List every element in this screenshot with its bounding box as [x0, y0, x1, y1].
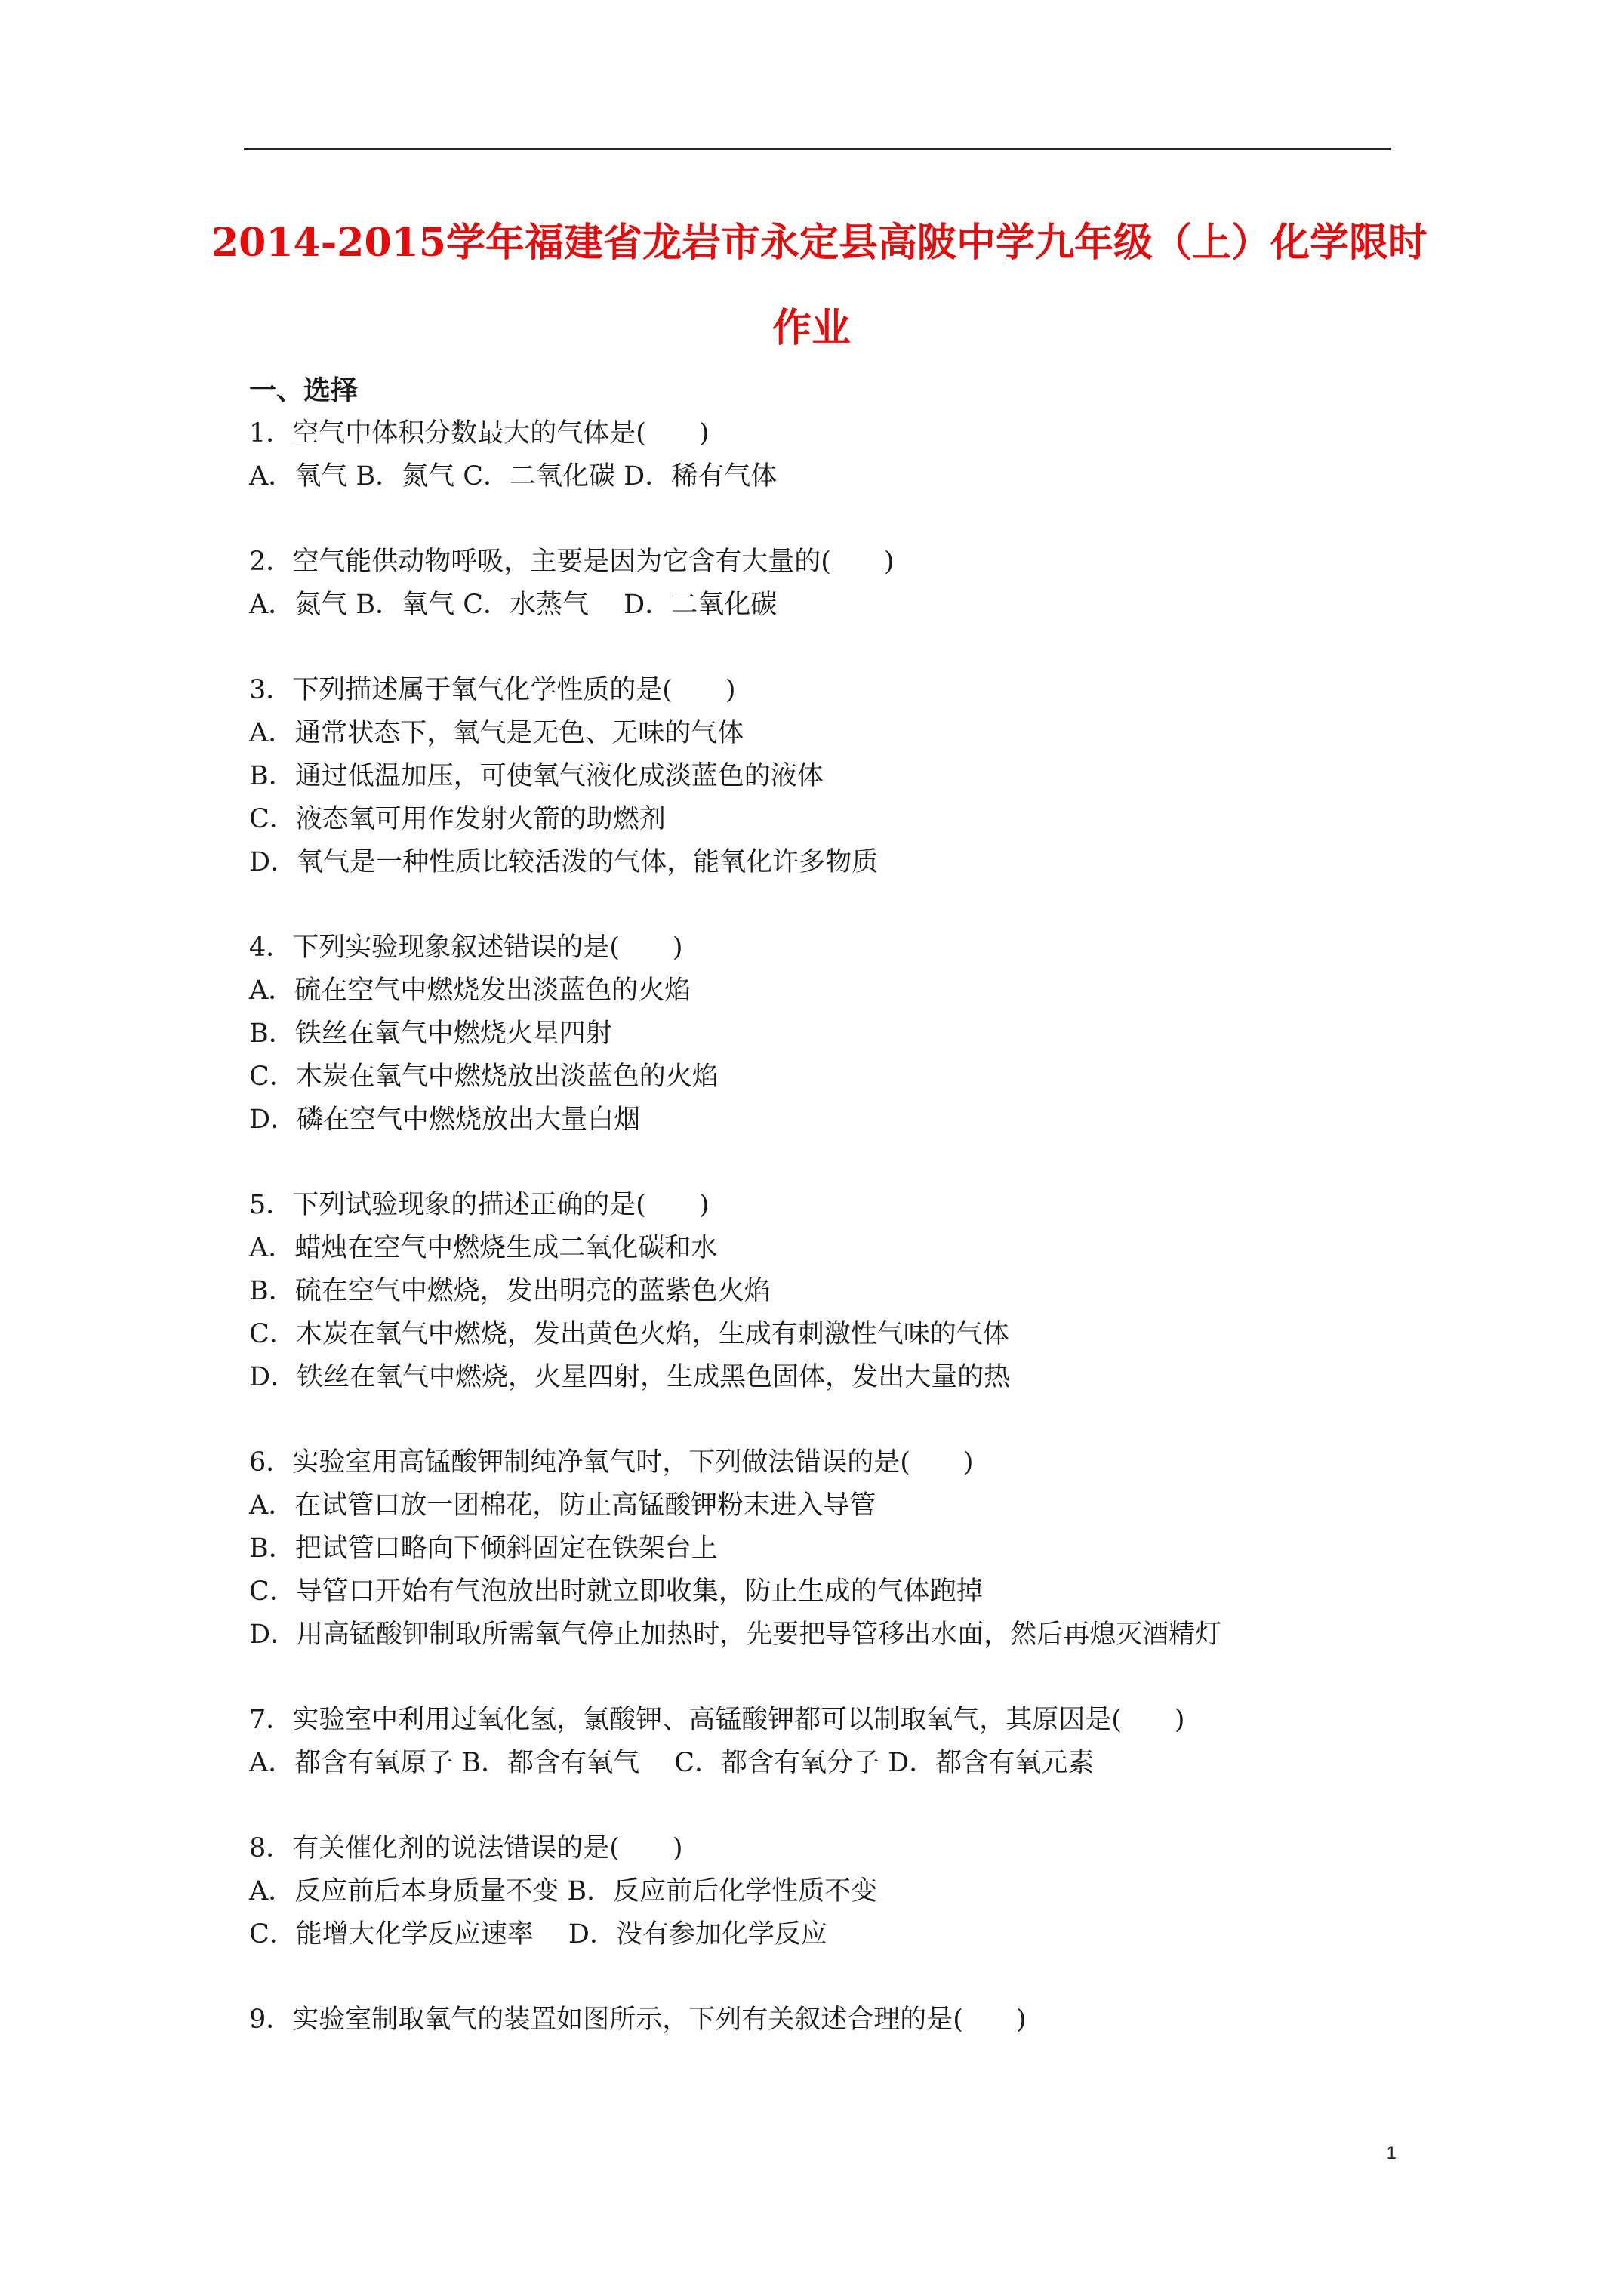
answer-option: C．能增大化学反应速率 D．没有参加化学反应 — [249, 1919, 827, 1949]
question-stem: 1．空气中体积分数最大的气体是( ) — [249, 418, 710, 448]
question-stem: 8．有关催化剂的说法错误的是( ) — [249, 1833, 683, 1863]
question-stem: 4．下列实验现象叙述错误的是( ) — [249, 932, 683, 963]
answer-option: C．木炭在氧气中燃烧放出淡蓝色的火焰 — [249, 1062, 719, 1092]
answer-option: A．在试管口放一团棉花，防止高锰酸钾粉末进入导管 — [249, 1490, 876, 1521]
answer-option: B．把试管口略向下倾斜固定在铁架台上 — [249, 1533, 718, 1564]
question-1 — [249, 412, 1404, 498]
question-list — [249, 412, 1404, 2084]
question-stem: 3．下列描述属于氧气化学性质的是( ) — [249, 675, 736, 705]
answer-option: A．氮气 B．氧气 C．水蒸气 D．二氧化碳 — [249, 590, 778, 620]
question-2 — [249, 541, 1404, 627]
answer-option: D．用高锰酸钾制取所需氧气停止加热时，先要把导管移出水面，然后再熄灭酒精灯 — [249, 1620, 1222, 1650]
answer-option: A．反应前后本身质量不变 B．反应前后化学性质不变 — [249, 1876, 878, 1906]
question-stem: 5．下列试验现象的描述正确的是( ) — [249, 1190, 710, 1220]
answer-option: C．液态氧可用作发射火箭的助燃剂 — [249, 804, 666, 834]
question-5 — [249, 1184, 1404, 1399]
question-stem: 2．空气能供动物呼吸，主要是因为它含有大量的( ) — [249, 547, 895, 577]
section-heading: 一、选择 — [249, 374, 359, 406]
question-4 — [249, 926, 1404, 1142]
answer-option: A．蜡烛在空气中燃烧生成二氧化碳和水 — [249, 1233, 718, 1263]
answer-option: B．硫在空气中燃烧，发出明亮的蓝紫色火焰 — [249, 1276, 771, 1306]
document-title-line-2: 作业 — [771, 305, 851, 351]
question-stem: 9．实验室制取氧气的装置如图所示，下列有关叙述合理的是( ) — [249, 2005, 1027, 2035]
answer-option: C．木炭在氧气中燃烧，发出黄色火焰，生成有刺激性气味的气体 — [249, 1319, 1009, 1349]
answer-option: A．氧气 B．氮气 C．二氧化碳 D．稀有气体 — [249, 461, 778, 492]
question-7 — [249, 1699, 1404, 1785]
question-stem: 6．实验室用高锰酸钾制纯净氧气时，下列做法错误的是( ) — [249, 1447, 974, 1478]
page-number: 1 — [1386, 2143, 1397, 2163]
question-3 — [249, 669, 1404, 884]
answer-option: D．磷在空气中燃烧放出大量白烟 — [249, 1105, 641, 1135]
answer-option: B．通过低温加压，可使氧气液化成淡蓝色的液体 — [249, 761, 824, 791]
answer-option: D．氧气是一种性质比较活泼的气体，能氧化许多物质 — [249, 847, 879, 877]
answer-option: A．都含有氧原子 B．都含有氧气 C．都含有氧分子 D．都含有氧元素 — [249, 1748, 1095, 1778]
answer-option: D．铁丝在氧气中燃烧，火星四射，生成黑色固体，发出大量的热 — [249, 1362, 1011, 1392]
question-stem: 7．实验室中利用过氧化氢，氯酸钾、高锰酸钾都可以制取氧气，其原因是( ) — [249, 1705, 1185, 1735]
answer-option: B．铁丝在氧气中燃烧火星四射 — [249, 1019, 612, 1049]
header-rule — [244, 148, 1391, 150]
answer-option: A．硫在空气中燃烧发出淡蓝色的火焰 — [249, 975, 691, 1006]
question-8 — [249, 1827, 1404, 1956]
answer-option: C．导管口开始有气泡放出时就立即收集，防止生成的气体跑掉 — [249, 1576, 983, 1607]
question-9 — [249, 1999, 1404, 2042]
document-title-line-1: 2014-2015学年福建省龙岩市永定县高陂中学九年级（上）化学限时 — [211, 220, 1428, 266]
answer-option: A．通常状态下，氧气是无色、无味的气体 — [249, 718, 744, 748]
question-6 — [249, 1441, 1404, 1657]
